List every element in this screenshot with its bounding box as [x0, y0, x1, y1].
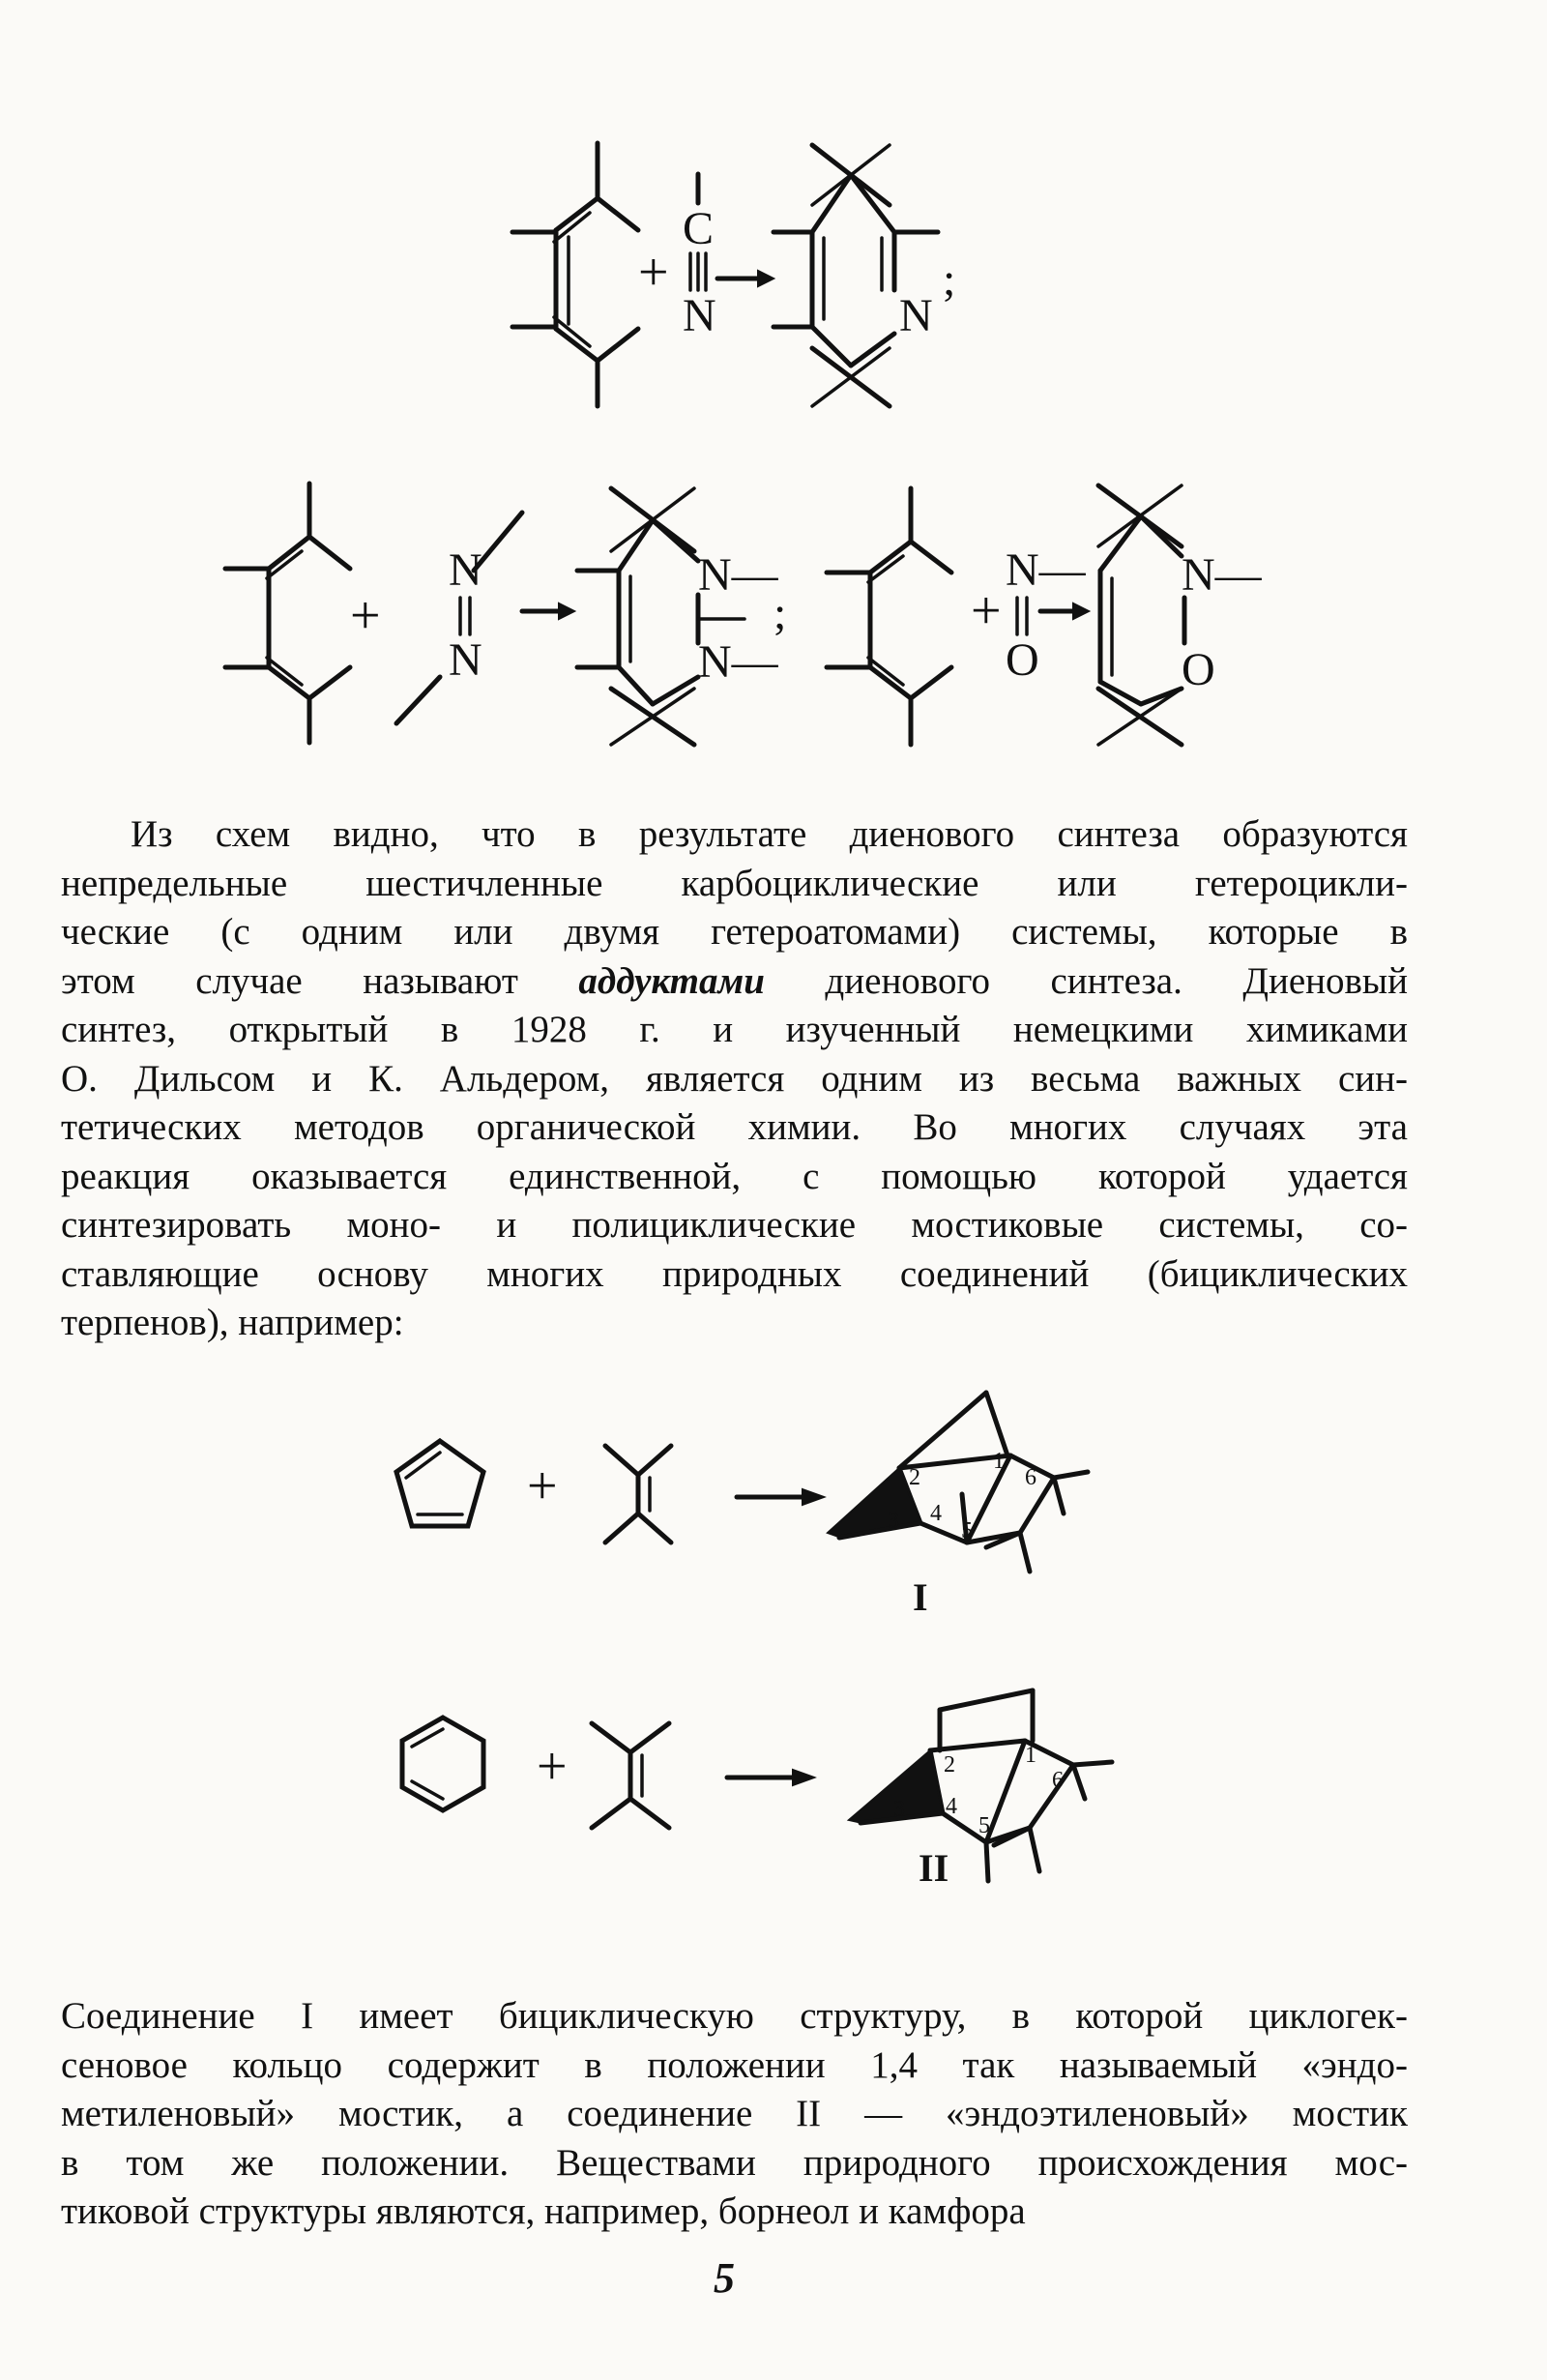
separator: ; [774, 588, 787, 639]
reaction-arrow [522, 603, 574, 619]
position-label: 6 [1052, 1768, 1064, 1793]
text-line: синтезировать моно- и полициклические мостиковые системы, со- [61, 1204, 1408, 1246]
text-line: сеновое кольцо содержит в положении 1,4 так называемый «эндо- [61, 2043, 1408, 2086]
position-label: 6 [1025, 1465, 1036, 1490]
azo-n-top-label: N [449, 544, 482, 596]
position-label: 2 [909, 1465, 920, 1490]
text-line: тиковой структуры являются, например, борнеол и камфора [61, 2190, 1026, 2232]
text-line: метиленовый» мостик, а соединение II — «эндоэтиленовый» мостик [61, 2093, 1408, 2134]
alkene-1 [605, 1446, 671, 1543]
diazine-product [577, 488, 786, 745]
reaction-arrow [1040, 603, 1089, 619]
position-label: 5 [961, 1518, 973, 1543]
plus-sign: + [527, 1456, 558, 1516]
text-fragment: диенового синтеза. Диеновый [764, 959, 1408, 1002]
position-label: 5 [978, 1813, 990, 1838]
text-line: непредельные шестичленные карбоциклические или гетероцикли- [61, 862, 1408, 904]
scheme-nitrile [512, 143, 955, 406]
separator: ; [943, 254, 956, 306]
pyridine-nitrogen-label: N [899, 290, 933, 341]
reaction-arrow [737, 1489, 824, 1505]
paragraph-diene-synthesis [61, 810, 1408, 1348]
plus-sign: + [350, 586, 381, 646]
nitrile-nitrogen-label: N [683, 290, 716, 341]
plus-sign: + [971, 581, 1002, 641]
position-label: 3 [888, 1509, 899, 1534]
page-number: 5 [714, 2254, 735, 2302]
nitrile [683, 174, 716, 341]
text-fragment: этом случае называют [61, 959, 579, 1002]
diazine-n-top-label: N— [698, 549, 778, 601]
nitrile-carbon-label: C [683, 203, 715, 254]
diene-3 [827, 488, 951, 745]
diene-1 [512, 143, 638, 406]
azo-n-bottom-label: N [449, 634, 482, 686]
text-line: ческие (с одним или двумя гетероатомами) системы, которые в [61, 911, 1408, 953]
reaction-arrow [727, 1770, 814, 1785]
compound-I-label: I [913, 1575, 928, 1619]
oxazine-o-label: O [1182, 644, 1215, 695]
oxazine-n-label: N— [1182, 549, 1262, 601]
paragraph-bridged-compounds [61, 1992, 1408, 2237]
scheme-azo-nitroso [225, 484, 1263, 745]
nitroso-compound [971, 544, 1087, 686]
text-line: терпенов), например: [61, 1302, 404, 1343]
cyclohexadiene [402, 1718, 483, 1810]
text-line: в том же положении. Веществами природного происхождения мос- [61, 2141, 1408, 2184]
plus-sign: + [638, 243, 669, 303]
cyclopentadiene [396, 1441, 483, 1526]
plus-sign: + [537, 1737, 568, 1797]
text-line: синтез, открытый в 1928 г. и изученный немецкими химиками [61, 1009, 1408, 1050]
position-label: 1 [993, 1449, 1005, 1474]
text-line: Соединение I имеет бициклическую структуру, в которой циклогек- [61, 1995, 1408, 2037]
position-label: 4 [930, 1501, 942, 1526]
alkene-2 [592, 1723, 669, 1828]
diene-2 [225, 484, 350, 743]
diazine-n-bottom-label: N— [698, 636, 778, 688]
position-label: 2 [944, 1752, 955, 1778]
scheme-compound-I [396, 1393, 1088, 1619]
term-adducts: аддуктами [578, 959, 765, 1002]
nitroso-o-label: O [1006, 634, 1039, 686]
text-line: О. Дильсом и К. Альдером, является одним из весьма важных син- [61, 1057, 1408, 1100]
text-line [61, 957, 1408, 1007]
nitroso-n-label: N— [1006, 544, 1086, 596]
bicyclo-compound-II [849, 1690, 1112, 1890]
position-label: 4 [946, 1794, 957, 1819]
oxazine-product [1098, 485, 1263, 745]
pyridine-product [774, 145, 955, 406]
reaction-arrow [717, 271, 774, 286]
text-line: реакция оказывается единственной, с помощью которой удается [61, 1155, 1408, 1197]
scheme-compound-II [402, 1690, 1112, 1890]
bicyclo-compound-I [828, 1393, 1088, 1619]
compound-II-label: II [919, 1846, 949, 1890]
position-label: 1 [1025, 1743, 1036, 1768]
text-line: тетических методов органической химии. Во многих случаях эта [61, 1106, 1408, 1148]
azo-compound [396, 513, 522, 723]
text-line: Из схем видно, что в результате диенового синтеза образуются [131, 813, 1408, 855]
text-line: ставляющие основу многих природных соединений (бициклических [61, 1252, 1408, 1295]
position-label: 3 [893, 1797, 905, 1822]
